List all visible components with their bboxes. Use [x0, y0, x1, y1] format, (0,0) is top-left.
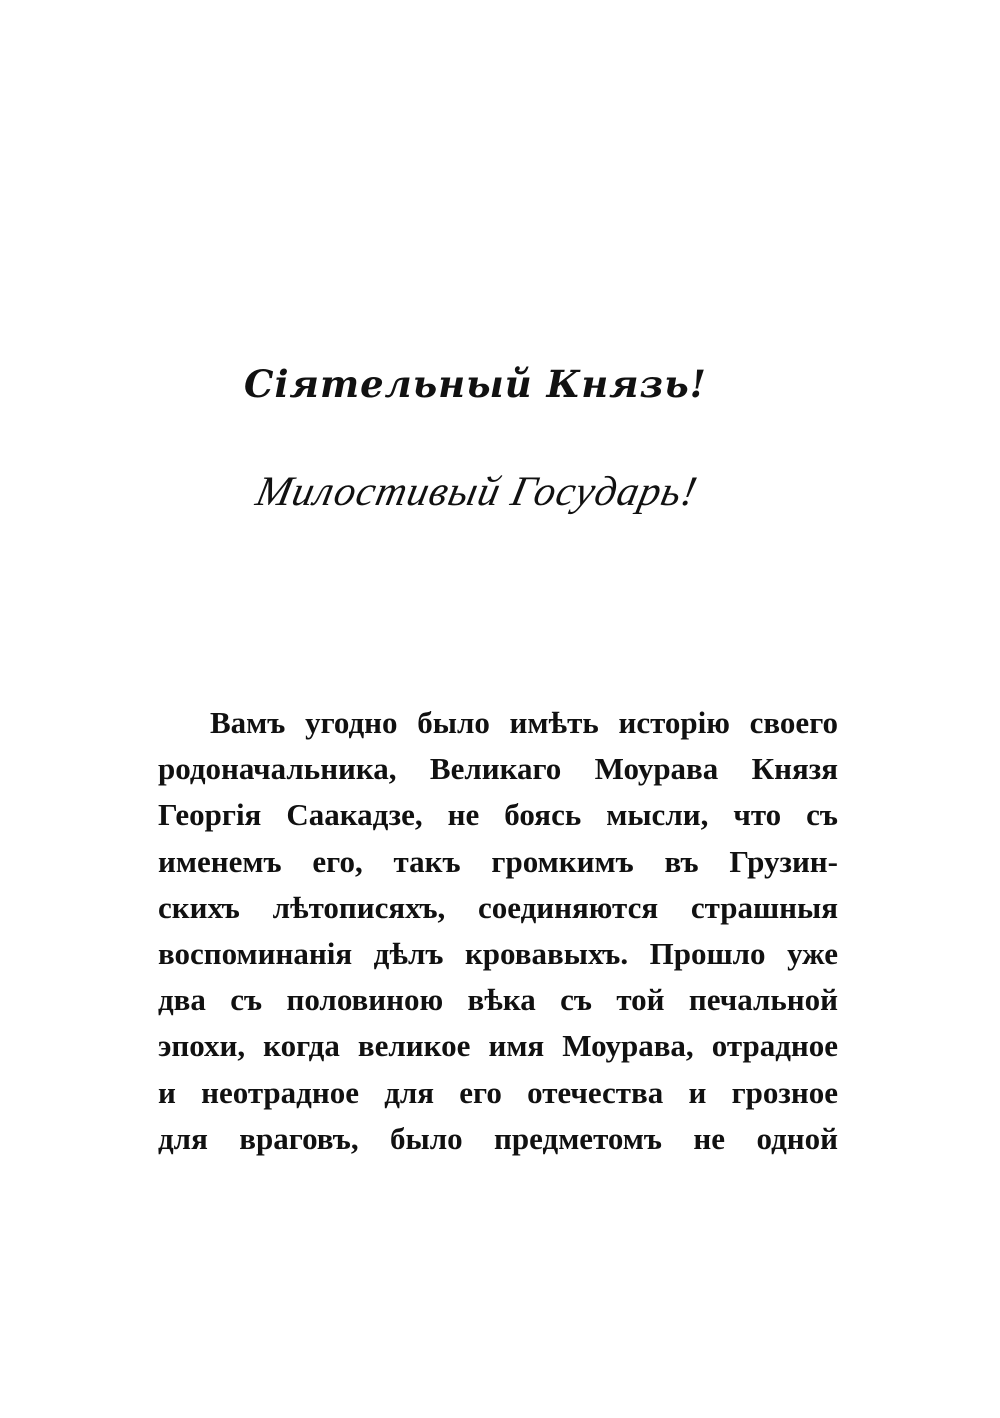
salutation-subtitle: Милостивый Государь! [252, 469, 702, 515]
body-line: эпохи, когда великое имя Моурава, отрадное [158, 1028, 838, 1064]
body-line: два съ половиною вѣка съ той печальной [158, 982, 838, 1018]
body-line: и неотрадное для его отечества и грозное [158, 1074, 838, 1110]
body-paragraph [158, 700, 838, 1162]
body-line: скихъ лѣтописяхъ, соединяются страшныя [158, 889, 838, 925]
body-line: Вамъ угодно было имѣть исторію своего [210, 705, 838, 740]
body-line: Георгія Саакадзе, не боясь мысли, что съ [158, 797, 838, 833]
body-line: родоначальника, Великаго Моурава Князя [158, 751, 838, 787]
salutation-title: Сіятельный Князь! [244, 362, 707, 406]
body-line: именемъ его, такъ громкимъ въ Грузин- [158, 843, 838, 879]
body-line: для враговъ, было предметомъ не одной [158, 1120, 838, 1156]
body-line: воспоминанія дѣлъ кровавыхъ. Прошло уже [158, 935, 838, 971]
